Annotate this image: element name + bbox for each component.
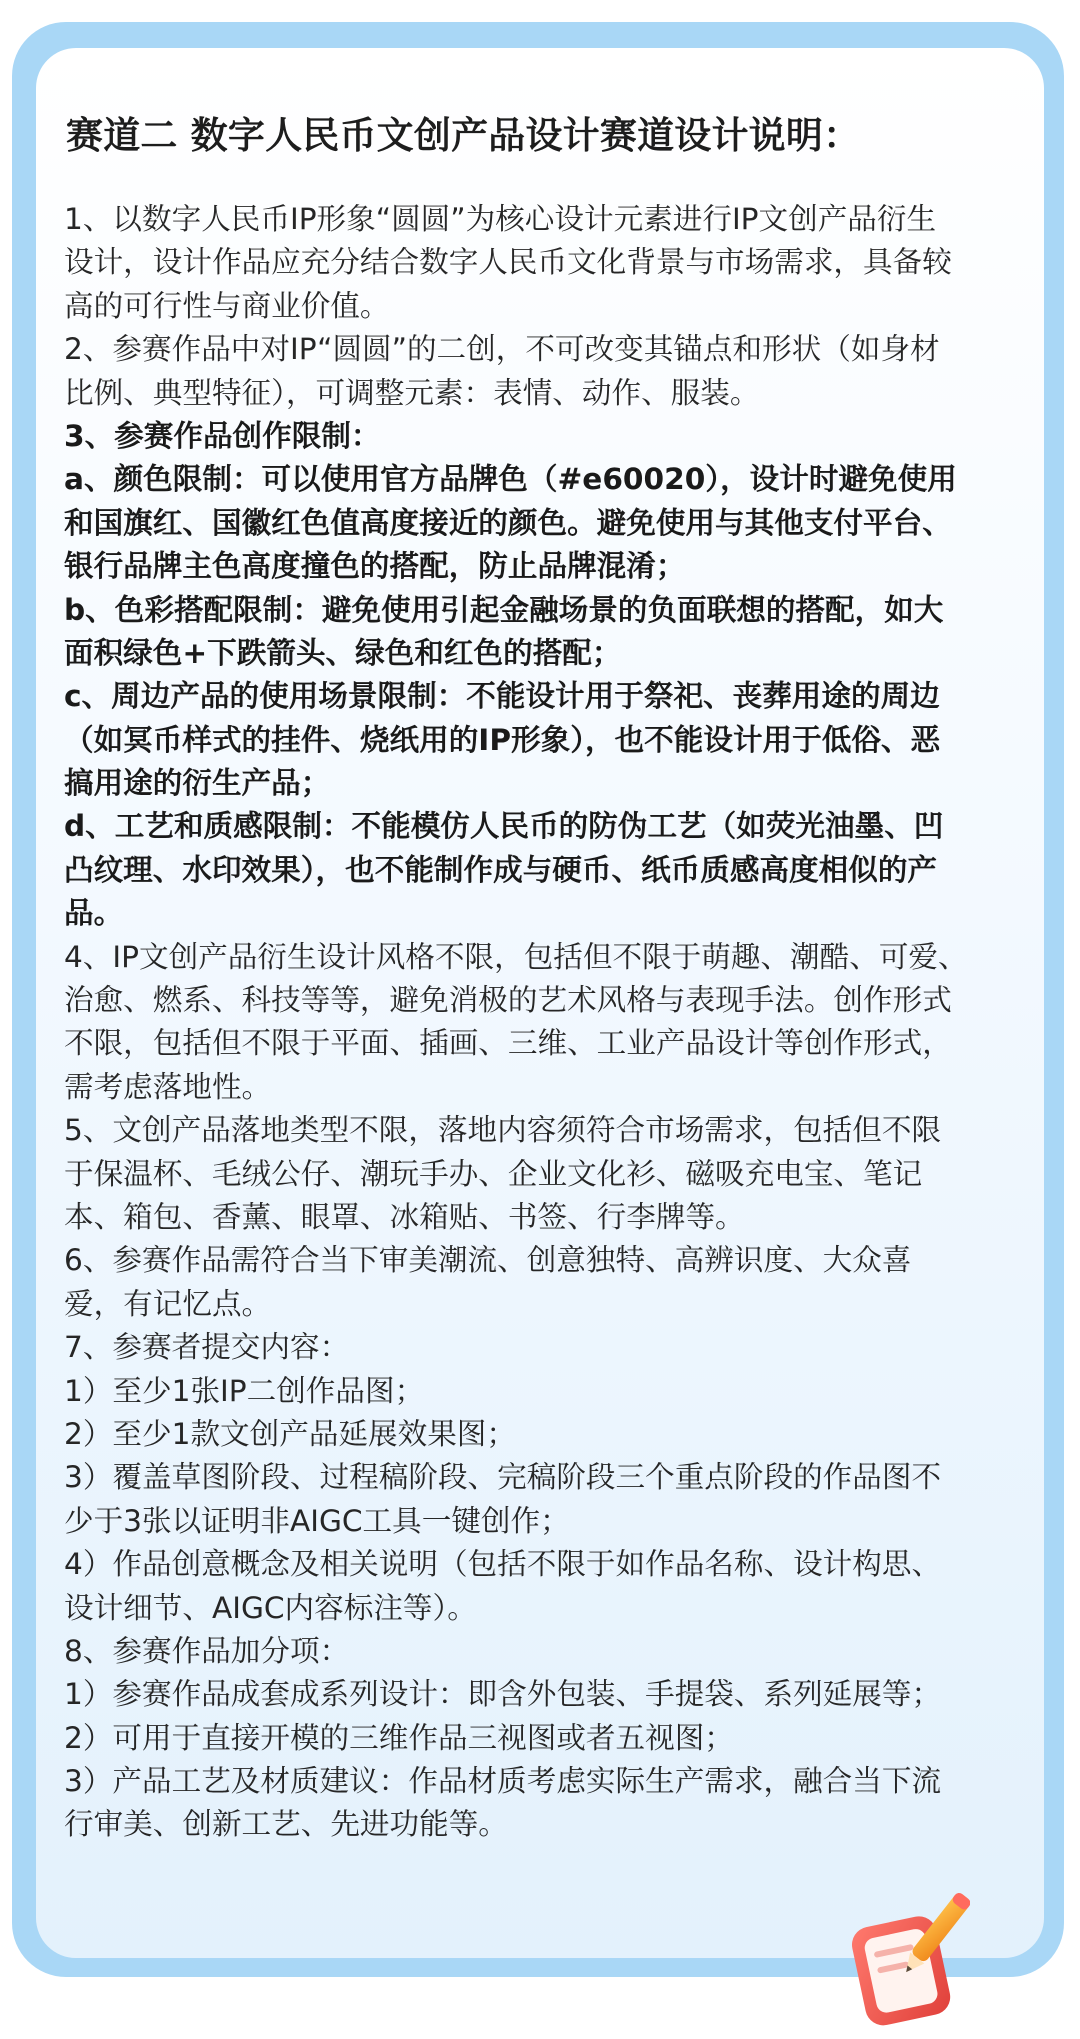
text-line: 6、参赛作品需符合当下审美潮流、创意独特、高辨识度、大众喜 [64, 1243, 912, 1278]
text-line: 8、参赛作品加分项： [64, 1633, 350, 1668]
note-pencil-sticker-icon [840, 1880, 970, 2030]
text-line: d、工艺和质感限制：不能模仿人民币的防伪工艺（如荧光油墨、凹 [64, 809, 944, 844]
text-line: 银行品牌主色高度撞色的搭配，防止品牌混淆； [64, 549, 686, 584]
text-line: （如冥币样式的挂件、烧纸用的IP形象），也不能设计用于低俗、恶 [64, 722, 941, 757]
text-line: 品。 [64, 896, 124, 931]
text-line: 比例、典型特征），可调整元素：表情、动作、服装。 [64, 375, 760, 410]
text-line: c、周边产品的使用场景限制：不能设计用于祭祀、丧葬用途的周边 [64, 679, 940, 714]
text-line: 行审美、创新工艺、先进功能等。 [64, 1807, 508, 1842]
text-line: 面积绿色+下跌箭头、绿色和红色的搭配； [64, 635, 622, 670]
text-line: 4）作品创意概念及相关说明（包括不限于如作品名称、设计构思、 [64, 1547, 942, 1582]
content-card [36, 48, 1044, 1958]
text-line: 不限，包括但不限于平面、插画、三维、工业产品设计等创作形式， [64, 1026, 952, 1061]
description-body [64, 198, 1034, 1847]
text-line: 爱，有记忆点。 [64, 1286, 272, 1321]
text-line: 需考虑落地性。 [64, 1069, 272, 1104]
text-line: 1、以数字人民币IP形象“圆圆”为核心设计元素进行IP文创产品衍生 [64, 202, 937, 236]
text-line: 于保温杯、毛绒公仔、潮玩手办、企业文化衫、磁吸充电宝、笔记 [64, 1156, 923, 1191]
text-line: 少于3张以证明非AIGC工具一键创作； [64, 1503, 570, 1538]
text-line: 设计，设计作品应充分结合数字人民币文化背景与市场需求，具备较 [64, 245, 952, 280]
text-line: 治愈、燃系、科技等等，避免消极的艺术风格与表现手法。创作形式 [64, 983, 952, 1018]
text-line: 4、IP文创产品衍生设计风格不限，包括但不限于萌趣、潮酷、可爱、 [64, 939, 968, 974]
text-line: 1）至少1张IP二创作品图； [64, 1373, 425, 1408]
text-line: 1）参赛作品成套成系列设计：即含外包装、手提袋、系列延展等； [64, 1677, 942, 1712]
text-line: 凸纹理、水印效果），也不能制作成与硬币、纸币质感高度相似的产 [64, 852, 938, 887]
text-line: 3）覆盖草图阶段、过程稿阶段、完稿阶段三个重点阶段的作品图不 [64, 1460, 942, 1495]
text-line: 5、文创产品落地类型不限，落地内容须符合市场需求，包括但不限 [64, 1113, 942, 1148]
text-line: 和国旗红、国徽红色值高度接近的颜色。避免使用与其他支付平台、 [64, 505, 952, 540]
text-line: 3）产品工艺及材质建议：作品材质考虑实际生产需求，融合当下流 [64, 1764, 942, 1799]
text-line: 7、参赛者提交内容： [64, 1330, 350, 1365]
text-line: b、色彩搭配限制：避免使用引起金融场景的负面联想的搭配，如大 [64, 592, 944, 627]
page-title: 赛道二 数字人民币文创产品设计赛道设计说明： [66, 114, 861, 157]
text-line: 3、参赛作品创作限制： [64, 418, 381, 453]
text-line: 2）至少1款文创产品延展效果图； [64, 1416, 516, 1451]
text-line: 搞用途的衍生产品； [64, 766, 331, 801]
text-line: 高的可行性与商业价值。 [64, 288, 390, 323]
text-line: 本、箱包、香薰、眼罩、冰箱贴、书签、行李牌等。 [64, 1199, 745, 1234]
text-line: 设计细节、AIGC内容标注等）。 [64, 1590, 477, 1625]
text-line: 2、参赛作品中对IP“圆圆”的二创，不可改变其锚点和形状（如身材 [64, 332, 940, 367]
text-line: 2）可用于直接开模的三维作品三视图或者五视图； [64, 1720, 734, 1755]
text-line: a、颜色限制：可以使用官方品牌色（#e60020），设计时避免使用 [64, 462, 957, 497]
